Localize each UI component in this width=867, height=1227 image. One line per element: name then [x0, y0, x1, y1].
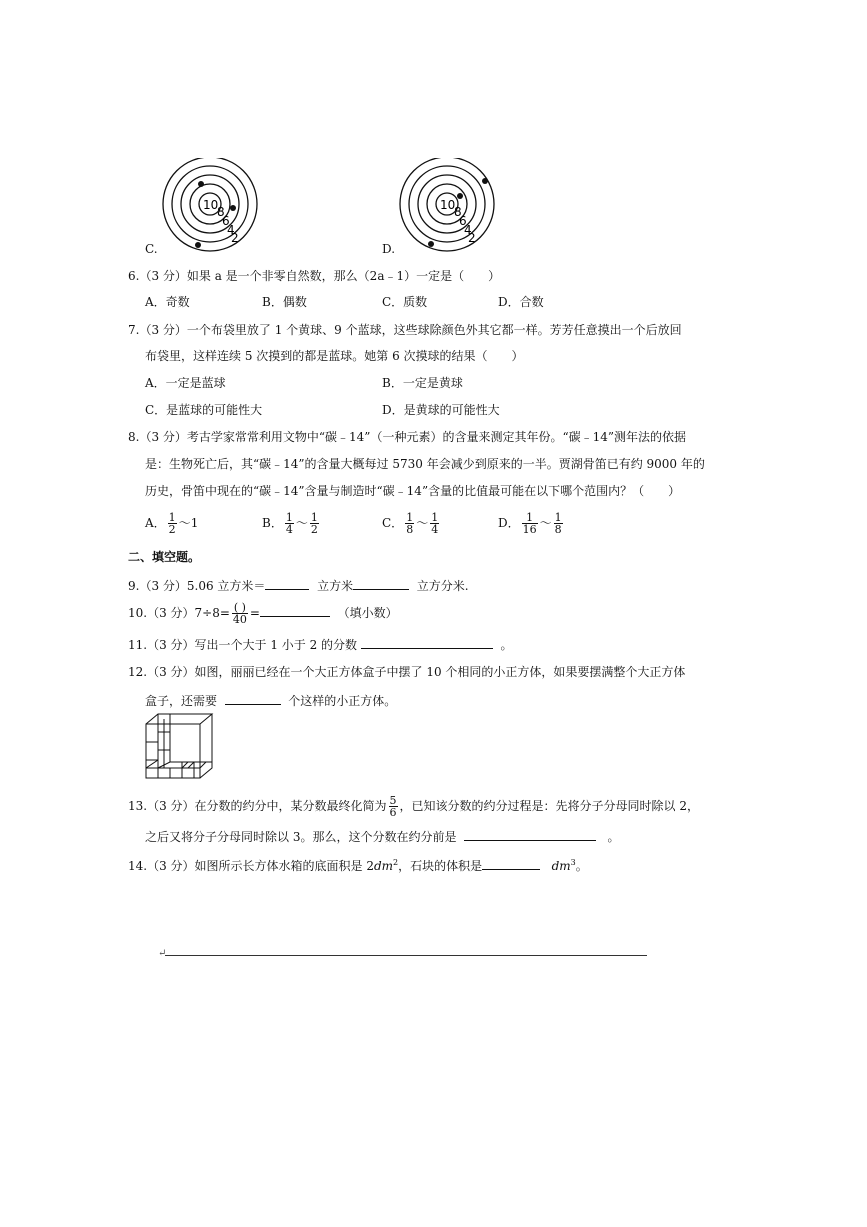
- svg-text:8: 8: [454, 205, 462, 219]
- q7-line1: 7.（3 分）一个布袋里放了 1 个黄球、9 个蓝球，这些球除颜色外其它都一样。芳芳任意摸出一个后放回: [128, 323, 682, 337]
- paragraph-mark: ↵: [158, 948, 167, 959]
- q8-line2: 是：生物死亡后，其“碳﹣14”的含量大概每过 5730 年会减少到原来的一半。贾湖骨笛已有约 9000 年的: [145, 457, 705, 471]
- q7-line2: 布袋里，这样连续 5 次摸到的都是蓝球。她第 6 次摸球的结果（ ）: [145, 349, 524, 363]
- svg-text:2: 2: [468, 231, 476, 245]
- hit-dot: [428, 241, 434, 247]
- footer-rule: [165, 955, 647, 956]
- q12-line1: 12.（3 分）如图，丽丽已经在一个大正方体盒子中摆了 10 个相同的小正方体，如果要摆满整个大正方体: [128, 665, 686, 679]
- q8-option-b[interactable]: B． $\frac{1}{4}$ ～ $\frac{1}{2}$: [262, 511, 318, 536]
- ring-2: 2: [231, 231, 239, 245]
- ring-6: 6: [222, 214, 230, 228]
- q8-option-a[interactable]: A． $\frac{1}{2}$ ～1: [145, 511, 199, 536]
- option-c-label: C.: [145, 242, 158, 256]
- option-d-label: D.: [382, 242, 396, 256]
- q12-blank[interactable]: [225, 692, 281, 705]
- q13-line1: 13.（3 分）在分数的约分中，某分数最终化简为 $\frac{5}{6}$ ，已知该分数的约分过程是：先将分子分母同时除以 2，: [128, 794, 699, 819]
- q6-option-d[interactable]: D．合数: [498, 295, 544, 309]
- target-d-figure: [397, 158, 501, 254]
- q8-option-c[interactable]: C． $\frac{1}{8}$ ～ $\frac{1}{4}$: [382, 511, 439, 536]
- svg-text:6: 6: [459, 214, 467, 228]
- q13-line2: 之后又将分子分母同时除以 3。那么，这个分数在约分前是 。: [145, 830, 620, 844]
- hit-dot: [457, 193, 463, 199]
- q10-numerator-blank[interactable]: ( ): [233, 601, 246, 614]
- q11: 11.（3 分）写出一个大于 1 小于 2 的分数 。: [128, 638, 513, 652]
- svg-text:10: 10: [440, 198, 456, 212]
- q6-option-c[interactable]: C．质数: [382, 295, 428, 309]
- q9-blank-2[interactable]: [353, 577, 409, 590]
- q7-option-b[interactable]: B．一定是黄球: [382, 376, 463, 390]
- q14: 14.（3 分）如图所示长方体水箱的底面积是 $2dm^2$，石块的体积是 $dm^3$。: [128, 858, 588, 873]
- q8-line3: 历史，骨笛中现在的“碳﹣14”含量与制造时“碳﹣14”含量的比值最可能在以下哪个范围内？（ ）: [145, 484, 681, 498]
- q6-option-b[interactable]: B．偶数: [262, 295, 307, 309]
- hit-dot: [482, 178, 488, 184]
- q14-blank[interactable]: [482, 857, 540, 870]
- hit-dot: [198, 181, 204, 187]
- q9-blank-1[interactable]: [265, 577, 309, 590]
- q13-blank[interactable]: [464, 828, 596, 841]
- hit-dot: [230, 205, 236, 211]
- target-c-figure: [160, 158, 264, 254]
- q11-blank[interactable]: [361, 636, 493, 649]
- q6-option-a[interactable]: A．奇数: [145, 295, 190, 309]
- hit-dot: [195, 242, 201, 248]
- ring-4: 4: [227, 223, 235, 237]
- q8-line1: 8.（3 分）考古学家常常利用文物中“碳﹣14”（一种元素）的含量来测定其年份。“碳﹣14”测年法的依据: [128, 430, 686, 444]
- section-title-fill-in: 二、填空题。: [128, 550, 201, 564]
- cube-box-figure: [143, 712, 219, 782]
- ring-10: 10: [203, 198, 219, 212]
- svg-text:4: 4: [464, 223, 472, 237]
- q6-stem: 6.（3 分）如果 a 是一个非零自然数，那么（2a﹣1）一定是（ ）: [128, 269, 501, 283]
- q7-option-d[interactable]: D．是黄球的可能性大: [382, 403, 500, 417]
- q7-option-c[interactable]: C．是蓝球的可能性大: [145, 403, 263, 417]
- q10: 10.（3 分）7÷8= $\frac{( )}{40}$ = （填小数）: [128, 601, 398, 626]
- q9: 9.（3 分）5.06 立方米＝ 立方米 立方分米.: [128, 579, 469, 593]
- q7-option-a[interactable]: A．一定是蓝球: [145, 376, 226, 390]
- q10-blank[interactable]: [260, 604, 330, 617]
- q12-line2: 盒子，还需要 个这样的小正方体。: [145, 694, 397, 708]
- q8-option-d[interactable]: D． $\frac{1}{16}$ ～ $\frac{1}{8}$: [498, 511, 562, 536]
- ring-8: 8: [217, 205, 225, 219]
